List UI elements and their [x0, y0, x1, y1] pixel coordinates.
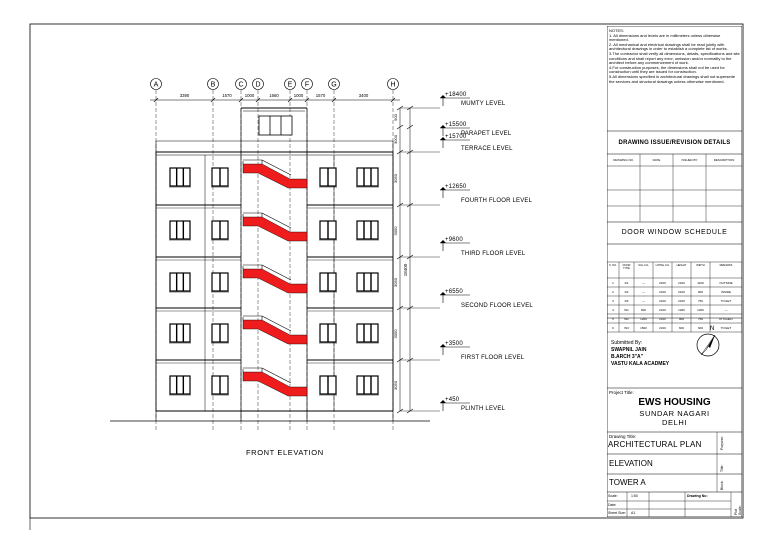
grid-dimension-2: 1000: [244, 93, 255, 98]
window: [357, 221, 378, 239]
level-label-6: FIRST FLOOR LEVEL: [461, 355, 525, 361]
schedule-cell: W3: [624, 325, 629, 330]
schedule-cell: 1: [612, 280, 614, 285]
drawing-no-label: Drawing No:: [687, 494, 708, 498]
schedule-header-4: HEIGHT: [676, 264, 687, 267]
schedule-cell: 2100: [659, 298, 666, 303]
schedule-cell: 4: [612, 307, 614, 312]
level-value-0: +18400: [445, 92, 467, 98]
schedule-cell: D3: [624, 298, 629, 303]
stair-flight: [243, 372, 307, 396]
level-dimension-3: 3050: [393, 226, 398, 236]
schedule-header-3: LINTEL LVL: [655, 264, 670, 267]
issue-col-description: DESCRIPTION: [713, 158, 735, 162]
grid-label-D: D: [255, 81, 261, 89]
schedule-cell: 2: [612, 289, 614, 294]
window: [170, 168, 190, 186]
grid-label-B: B: [210, 81, 216, 89]
grid-dimension-4: 1000: [293, 93, 304, 98]
schedule-cell: 900: [678, 316, 684, 321]
schedule-cell: 1200: [678, 307, 685, 312]
level-value-5: +6550: [445, 289, 463, 295]
front-elevation: [110, 79, 470, 433]
north-arrow-icon: [697, 334, 719, 356]
note-1: 1. All dimensions and levels are in millimeters unless otherwise mentioned.: [609, 32, 721, 43]
level-value-2: +15700: [445, 134, 467, 140]
elevation-label: ELEVATION: [609, 459, 653, 468]
level-label-2: TERRACE LEVEL: [461, 146, 513, 152]
note-5: 5.All dimensions specified in architectural drawings shall not supersede the services and structural drawings unless otherwise mentioned.: [609, 73, 736, 84]
stair-flight: [243, 217, 307, 241]
schedule-cell: 2100: [678, 289, 685, 294]
title-block: [607, 26, 742, 517]
schedule-cell: OUTSIDE: [719, 280, 733, 285]
grid-dimension-5: 1570: [315, 93, 326, 98]
window: [170, 273, 190, 291]
plot-scale-label: Plot Scale:: [734, 505, 742, 515]
general-notes: [609, 29, 740, 84]
schedule-cell: 900: [640, 307, 646, 312]
grid-label-A: A: [153, 81, 159, 89]
tower-label: TOWER A: [609, 478, 646, 487]
project-name: EWS HOUSING: [638, 397, 711, 408]
sheet-size-value: A1: [631, 511, 636, 515]
level-value-1: +15500: [445, 122, 467, 128]
level-dimension-5: 3050: [393, 329, 398, 339]
window: [357, 168, 378, 186]
schedule-cell: D2: [624, 289, 629, 294]
schedule-cell: D1: [624, 280, 629, 285]
level-label-7: PLINTH LEVEL: [461, 406, 506, 412]
level-dimension-1: 3000: [393, 135, 398, 144]
north-label: N: [710, 326, 715, 332]
schedule-cell: 1200: [640, 316, 647, 321]
schedule-cell: 2100: [659, 316, 666, 321]
window: [170, 221, 190, 239]
schedule-cell: 3: [612, 298, 614, 303]
level-label-1: PARAPET LEVEL: [461, 131, 512, 137]
schedule-header-5: WIDTH: [696, 264, 705, 267]
grid-dimension-6: 3400: [358, 93, 369, 98]
issue-col-date: DATE: [652, 158, 661, 162]
schedule-cell: TOILET: [720, 298, 732, 303]
schedule-cell: 750: [697, 316, 703, 321]
sheet-size-label: Sheet Size:: [608, 511, 626, 515]
level-label-5: SECOND FLOOR LEVEL: [461, 303, 533, 309]
window: [170, 324, 190, 342]
grid-label-F: F: [304, 81, 310, 89]
submitter-name: SWAPNIL JAIN: [611, 347, 647, 353]
issue-details-title: DRAWING ISSUE/REVISION DETAILS: [618, 140, 731, 146]
submitter-class: B.ARCH 3"A": [611, 354, 643, 360]
schedule-cell: 1100: [697, 280, 704, 285]
schedule-cell: KITCHEN: [719, 316, 733, 321]
note-2: 2. All mechanical and electrical drawings shall be read jointly with architectural drawings in order to establish a complete list of works.: [609, 41, 728, 52]
level-dimension-6: 3050: [393, 381, 398, 390]
submitted-by-label: Submitted By:: [611, 340, 643, 346]
level-dimension-0: 900: [393, 114, 398, 121]
elevation-caption: FRONT ELEVATION: [246, 448, 324, 457]
schedule-cell: 600: [678, 325, 684, 330]
schedule-header-0: S. NO.: [609, 264, 617, 267]
level-value-4: +9600: [445, 237, 463, 243]
date-label: Date:: [608, 503, 617, 507]
schedule-cell: —: [642, 280, 645, 285]
grid-label-C: C: [238, 81, 244, 89]
block-label: Block:: [720, 480, 724, 490]
note-3: 3.The contractor shall verify all dimensions, details, specifications and site conditions and shall report any error, omission and/or normality to the architect before any commencement of work.: [609, 50, 740, 66]
grid-dimension-0: 3390: [179, 93, 190, 98]
schedule-cell: W2: [624, 316, 629, 321]
level-value-6: +3500: [445, 341, 463, 347]
issue-col-drawing-no: DRAWING NO.: [613, 158, 634, 162]
grid-label-G: G: [331, 81, 337, 89]
schedule-header-1: DOOR TYPE: [622, 264, 631, 270]
level-label-3: FOURTH FLOOR LEVEL: [461, 198, 533, 204]
schedule-cell: 2100: [659, 325, 666, 330]
level-label-0: MUMTY LEVEL: [461, 101, 506, 107]
level-dimension-4: 3050: [393, 278, 398, 287]
level-label-4: THIRD FLOOR LEVEL: [461, 251, 526, 257]
schedule-cell: INSIDE: [720, 289, 731, 294]
purpose-label: Purpose:: [720, 435, 724, 450]
stair-flight: [243, 320, 307, 344]
stair-flight: [243, 164, 307, 188]
schedule-cell: 2100: [659, 280, 666, 285]
level-dimension-2: 3050: [393, 174, 398, 183]
schedule-cell: 2100: [659, 289, 666, 294]
project-place-1: SUNDAR NAGARI: [639, 409, 710, 418]
window: [357, 324, 378, 342]
schedule-cell: W1: [624, 307, 629, 312]
drawing-title-label: Drawing Title:: [609, 434, 637, 439]
schedule-cell: 2100: [659, 307, 666, 312]
scale-value: 1:50: [631, 494, 638, 498]
schedule-cell: 900: [697, 289, 703, 294]
grid-dimension-3: 1660: [269, 93, 279, 98]
schedule-header-6: REMARKS: [719, 264, 733, 267]
grid-dimension-1: 1570: [222, 93, 232, 98]
drawing-title: ARCHITECTURAL PLAN: [608, 440, 702, 449]
note-4: 4.For construction purposes, the dimensions shall not be used for construction until they are issued for construction.: [609, 64, 725, 75]
overall-height: 18400: [403, 263, 408, 277]
schedule-cell: 5: [612, 316, 614, 321]
level-value-7: +450: [445, 397, 460, 403]
schedule-header-2: SILL LVL: [638, 264, 649, 267]
schedule-cell: —: [642, 289, 645, 294]
submitter-institute: VASTU KALA ACADMEY: [611, 361, 670, 367]
schedule-cell: —: [724, 307, 728, 312]
issue-col-issued-by: ISSUED BY: [681, 158, 698, 162]
window: [357, 376, 378, 394]
mumty-window: [259, 116, 292, 135]
schedule-cell: TOILET: [720, 325, 732, 330]
window: [170, 376, 190, 394]
schedule-cell: 2100: [678, 280, 685, 285]
scale-label: Scale:: [608, 494, 618, 498]
schedule-cell: 1500: [640, 325, 647, 330]
schedule-cell: 1200: [697, 307, 704, 312]
schedule-cell: 6: [612, 325, 614, 330]
level-value-3: +12650: [445, 184, 467, 190]
project-title-label: Project Title:: [609, 390, 634, 395]
schedule-cell: 750: [697, 298, 703, 303]
stair-flight: [243, 269, 307, 293]
grid-label-H: H: [390, 81, 396, 89]
note-0: NOTES:: [609, 28, 624, 33]
schedule-cell: —: [642, 298, 645, 303]
project-place-2: DELHI: [661, 418, 688, 427]
title-label: Title:: [720, 464, 724, 472]
schedule-cell: 600: [697, 325, 703, 330]
schedule-title: DOOR WINDOW SCHEDULE: [621, 229, 728, 236]
grid-label-E: E: [287, 81, 293, 89]
window: [357, 273, 378, 291]
schedule-cell: 2100: [678, 298, 685, 303]
